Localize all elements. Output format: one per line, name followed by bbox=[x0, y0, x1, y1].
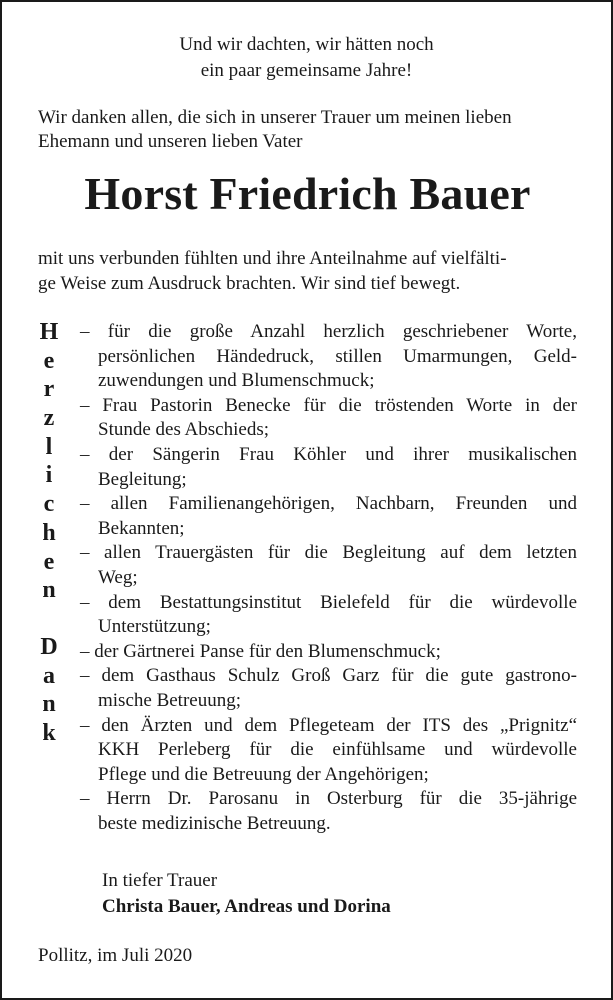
thanks-item-line: zuwendungen und Blumenschmuck; bbox=[98, 370, 375, 392]
thanks-item-line: Stunde des Abschieds; bbox=[98, 419, 269, 441]
vertical-letter: k bbox=[42, 719, 56, 746]
vertical-letter: c bbox=[43, 491, 55, 518]
thanks-list bbox=[80, 320, 577, 836]
thanks-item-line: Pflege und die Betreuung der Angehörigen; bbox=[98, 763, 429, 785]
vertical-letter: n bbox=[42, 577, 56, 604]
vertical-letter: l bbox=[45, 433, 53, 460]
vertical-letter: H bbox=[39, 319, 59, 345]
thanks-item bbox=[80, 541, 577, 590]
thanks-item-line: mische Betreuung; bbox=[98, 689, 241, 711]
thanks-item bbox=[80, 664, 577, 713]
thanks-item-line: KKH Perleberg für die einfühlsame und würdevolle bbox=[98, 739, 577, 761]
thanks-item-line: Weg; bbox=[98, 566, 138, 588]
after-text bbox=[38, 246, 577, 296]
intro-line: Ehemann und unseren lieben Vater bbox=[38, 131, 303, 152]
thanks-item-line: – für die große Anzahl herzlich geschriebener Worte, bbox=[80, 321, 577, 342]
vertical-letter: r bbox=[43, 376, 55, 403]
thanks-item-line: Bekannten; bbox=[98, 517, 185, 539]
vertical-letter: n bbox=[42, 691, 56, 718]
thanks-item bbox=[80, 787, 577, 836]
vertical-letter: h bbox=[42, 519, 56, 546]
vertical-letter: a bbox=[43, 662, 55, 689]
thanks-item bbox=[80, 640, 577, 665]
motto bbox=[2, 32, 611, 84]
thanks-item bbox=[80, 320, 577, 394]
in-grief-text: In tiefer Trauer bbox=[102, 870, 218, 891]
thanks-item bbox=[80, 492, 577, 541]
motto-line: ein paar gemeinsame Jahre! bbox=[200, 60, 413, 81]
thanks-item-line: beste medizinische Betreuung. bbox=[98, 812, 331, 834]
thanks-item-line: – allen Familienangehörigen, Nachbarn, Freunden und bbox=[80, 493, 577, 515]
vertical-letter: e bbox=[43, 347, 55, 374]
thanks-item-line: – Frau Pastorin Benecke für die tröstenden Worte in der bbox=[80, 394, 577, 416]
motto-line: Und wir dachten, wir hätten noch bbox=[179, 34, 434, 55]
thanks-item bbox=[80, 591, 577, 640]
deceased-name: Horst Friedrich Bauer bbox=[84, 168, 531, 219]
thanks-item-line: Begleitung; bbox=[98, 468, 187, 490]
thanks-item bbox=[80, 714, 577, 788]
thanks-item-line: – Herrn Dr. Parosanu in Osterburg für die 35-jährige bbox=[80, 788, 577, 810]
thanks-item-line: – dem Gasthaus Schulz Groß Garz für die gute gastrono- bbox=[80, 665, 577, 687]
thanks-item-line: – den Ärzten und dem Pflegeteam der ITS des „Prignitz“ bbox=[80, 714, 577, 736]
thanks-item bbox=[80, 394, 577, 443]
place-date: Pollitz, im Juli 2020 bbox=[38, 945, 193, 966]
after-line: mit uns verbunden fühlten und ihre Anteilnahme auf vielfälti- bbox=[38, 248, 507, 269]
closing bbox=[102, 868, 391, 920]
vertical-letter: z bbox=[43, 405, 55, 432]
vertical-letter: D bbox=[40, 633, 58, 660]
thanks-item-line: persönlichen Händedruck, stillen Umarmungen, Geld- bbox=[98, 345, 577, 367]
vertical-letter: i bbox=[45, 462, 53, 489]
thanks-item-line: – allen Trauergästen für die Begleitung auf dem letzten bbox=[80, 542, 577, 564]
thanks-item-line: – dem Bestattungsinstitut Bielefeld für die würdevolle bbox=[80, 591, 577, 613]
vertical-word-gap bbox=[32, 605, 66, 633]
vertical-letter: e bbox=[43, 548, 55, 575]
intro-text bbox=[38, 106, 577, 154]
vertical-heading-herzlichen-dank bbox=[32, 318, 66, 748]
thanks-item-line: – der Sängerin Frau Köhler und ihrer musikalischen bbox=[80, 443, 577, 465]
thanks-item-line: – der Gärtnerei Panse für den Blumenschmuck; bbox=[80, 640, 441, 662]
signers: Christa Bauer, Andreas und Dorina bbox=[102, 896, 391, 917]
intro-line: Wir danken allen, die sich in unserer Trauer um meinen lieben bbox=[38, 107, 512, 128]
thanks-item-line: Unterstützung; bbox=[98, 616, 211, 638]
thanks-item bbox=[80, 443, 577, 492]
after-line: ge Weise zum Ausdruck brachten. Wir sind tief bewegt. bbox=[38, 273, 461, 294]
